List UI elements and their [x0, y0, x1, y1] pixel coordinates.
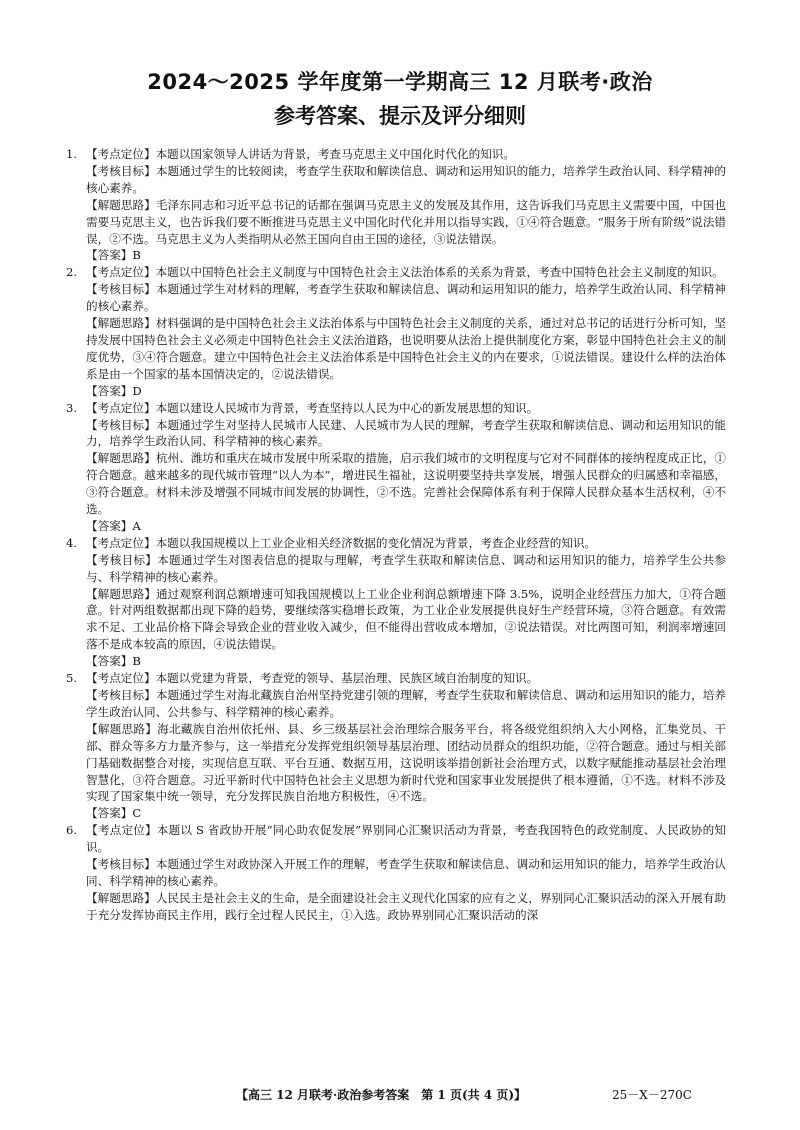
question-first-paragraph	[66, 400, 726, 417]
question-block	[66, 670, 726, 822]
question-first-paragraph	[66, 822, 726, 856]
answer-line: 【答案】A	[86, 518, 141, 533]
question-paragraph-text: 【考点定位】本题以国家领导人讲话为背景，考查马克思主义中国化时代化的知识。	[86, 147, 515, 161]
question-paragraph: 【解题思路】通过观察利润总额增速可知我国规模以上工业企业利润总额增速下降 3.5%，说明企业经营压力加大，①符合题意。针对两组数据都出现下降的趋势，要继续落实稳增长政策，为工业企业发展提供良好生产经营环境，③符合题意。有效需求不足、工业品价格下降会导致企业的营业收入减少，但不能得出营收成本增加，②说法错误。对比两图可知，利润率增速回落不是成本较高的原因，④说法错误。	[86, 586, 726, 652]
question-paragraph-text: 【考点定位】本题以 S 省政协开展“同心助农促发展”界别同心汇聚识活动为背景，考查我国特色的政党制度、人民政协的知识。	[86, 823, 726, 855]
question-first-paragraph	[66, 264, 726, 281]
question-block	[66, 264, 726, 399]
question-paragraph-text: 【考点定位】本题以中国特色社会主义制度与中国特色社会主义法治体系的关系为背景，考查中国特色社会主义制度的知识。	[86, 265, 724, 280]
question-paragraph: 【考核目标】本题通过学生对材料的理解，考查学生获取和解读信息、调动和运用知识的能力，培养学生政治认同、科学精神的核心素养。	[86, 282, 726, 314]
question-first-paragraph	[66, 535, 726, 552]
question-number: 5.	[66, 671, 78, 686]
question-paragraph: 【解题思路】材料强调的是中国特色社会主义法治体系与中国特色社会主义制度的关系，通过对总书记的话进行分析可知，坚持发展中国特色社会主义必须走中国特色社会主义法治道路，也说明要从法治上提供制度化方案，彰显中国特色社会主义的制度优势，③④符合题意。建立中国特色社会主义法治体系是中国特色社会主义的内在要求，①说法错误。建设什么样的法治体系是由一个国家的基本国情决定的，②说法错误。	[86, 316, 726, 381]
question-paragraph: 【解题思路】海北藏族自治州依托州、县、乡三级基层社会治理综合服务平台，将各级党组织纳入大小网格，汇集党员、干部、群众等多方力量齐参与，这一举措充分发挥党组织领导基层治理、团结动员群众的组织功能，②符合题意。通过与相关部门基础数据整合对接，实现信息互联、平台互通、数据互用，这说明该举措创新社会治理方式，以数字赋能推动基层社会治理智慧化，③符合题意。习近平新时代中国特色社会主义思想为新时代党和国家事业发展提供了根本遵循，①不选。材料不涉及实现了国家集中统一领导，充分发挥民族自治地方积极性，④不选。	[86, 721, 726, 804]
footer-doc-code: 25－X－270C	[612, 1088, 692, 1102]
question-first-paragraph	[66, 146, 726, 163]
question-block	[66, 822, 726, 923]
question-paragraph-text: 【考点定位】本题以党建为背景，考查党的领导、基层治理、民族区域自治制度的知识。	[86, 671, 539, 686]
answer-line: 【答案】D	[86, 383, 142, 398]
footer-page-info: 【高三 12 月联考·政治参考答案 第 1 页(共 4 页)】	[236, 1088, 526, 1102]
answer-line: 【答案】B	[86, 654, 141, 669]
question-paragraph-text: 【考点定位】本题以建设人民城市为背景，考查坚持以人民为中心的新发展思想的知识。	[86, 400, 539, 415]
question-paragraph: 【考核目标】本题通过学生对海北藏族自治州坚持党建引领的理解，考查学生获取和解读信息、调动和运用知识的能力，培养学生政治认同、公共参与、科学精神的核心素养。	[86, 688, 726, 719]
question-number: 1.	[66, 147, 78, 161]
question-block	[66, 535, 726, 670]
question-number: 3.	[66, 400, 78, 415]
question-number: 2.	[66, 265, 78, 280]
answer-line: 【答案】B	[86, 248, 141, 263]
question-paragraph: 【考核目标】本题通过学生对图表信息的提取与理解，考查学生获取和解读信息、调动和运用知识的能力，培养学生公共参与、科学精神的核心素养。	[86, 552, 726, 584]
question-paragraph: 【解题思路】人民民主是社会主义的生命，是全面建设社会主义现代化国家的应有之义，界别同心汇聚识活动的深入开展有助于充分发挥协商民主作用，践行全过程人民民主，①入选。政协界别同心汇聚识活动的深	[86, 890, 726, 922]
question-first-paragraph	[66, 670, 726, 687]
question-paragraph: 【解题思路】毛泽东同志和习近平总书记的话都在强调马克思主义的发展及其作用，这告诉我们马克思主义需要中国，中国也需要马克思主义，也告诉我们要不断推进马克思主义中国化时代化并用以指导实践，①④符合题意。“服务于所有阶级”说法错误，②不选。马克思主义为人类指明从必然王国向自由王国的途径，③说法错误。	[86, 197, 726, 246]
question-block	[66, 146, 726, 264]
question-paragraph: 【考核目标】本题通过学生的比较阅读，考查学生获取和解读信息、调动和运用知识的能力，培养学生政治认同、科学精神的核心素养。	[86, 163, 726, 195]
question-number: 4.	[66, 535, 78, 550]
question-paragraph-text: 【考点定位】本题以我国规模以上工业企业相关经济数据的变化情况为背景，考查企业经营的知识。	[86, 535, 597, 550]
question-paragraph: 【考核目标】本题通过学生对政协深入开展工作的理解，考查学生获取和解读信息、调动和运用知识的能力，培养学生政治认同、科学精神的核心素养。	[86, 857, 726, 888]
question-paragraph: 【解题思路】杭州、潍坊和重庆在城市发展中所采取的措施，启示我们城市的文明程度与它对不同群体的接纳程度成正比，①符合题意。越来越多的现代城市管理“以人为本”，增进民生福祉，这说明要坚持共享发展，增强人民群众的归属感和幸福感，③符合题意。材料未涉及增强不同城市间发展的协调性，②不选。完善社会保障体系有利于保障人民群众基本生活权利，④不选。	[86, 451, 726, 517]
question-block	[66, 400, 726, 535]
answer-content	[66, 146, 726, 924]
page-title: 2024～2025 学年度第一学期高三 12 月联考·政治	[147, 70, 653, 94]
question-paragraph: 【考核目标】本题通过学生对坚持人民城市人民建、人民城市为人民的理解，考查学生获取和解读信息、调动和运用知识的能力，培养学生政治认同、科学精神的核心素养。	[86, 417, 726, 449]
answer-line: 【答案】C	[86, 806, 142, 821]
page-subtitle: 参考答案、提示及评分细则	[274, 104, 526, 128]
question-number: 6.	[66, 823, 78, 838]
